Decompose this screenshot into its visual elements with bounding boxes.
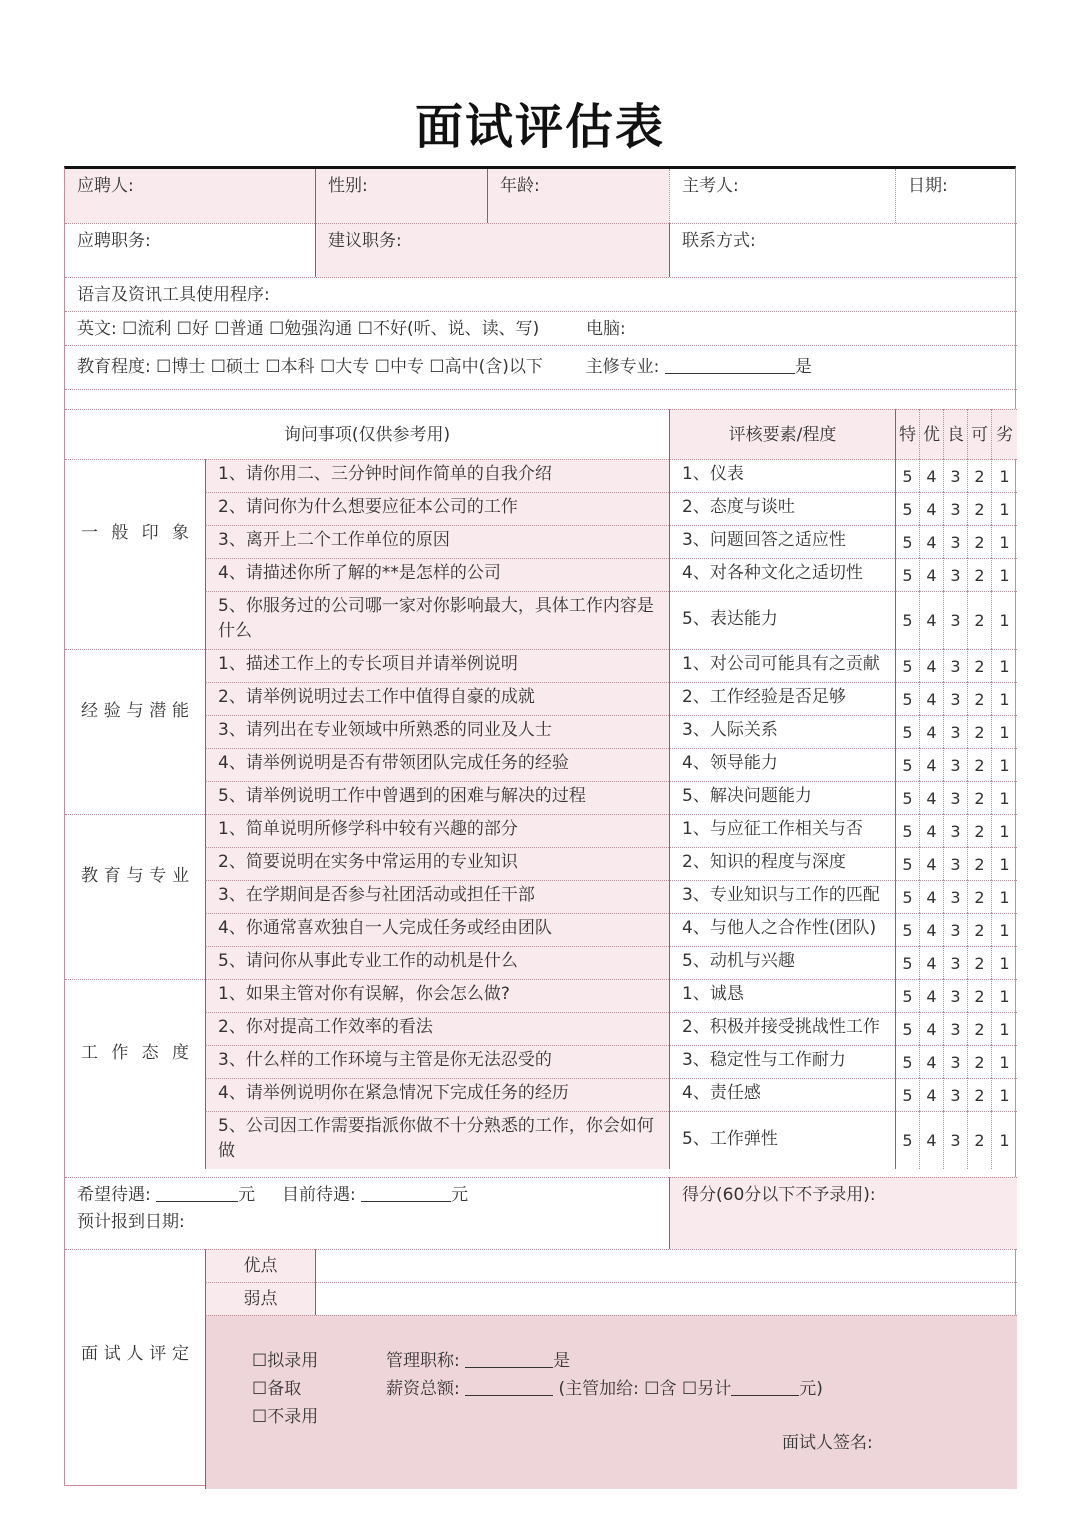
- position-field[interactable]: [65, 223, 315, 277]
- reject-option[interactable]: ☐不录用: [252, 1407, 319, 1427]
- score-option[interactable]: 3: [943, 1078, 967, 1111]
- title-label: 管理职称:: [386, 1351, 460, 1371]
- score-option[interactable]: 5: [895, 847, 919, 880]
- section-name: 教育与专业: [81, 866, 189, 886]
- score-option[interactable]: 4: [919, 913, 943, 946]
- score-option[interactable]: 3: [943, 459, 967, 492]
- question-item: 1、简单说明所修学科中较有兴趣的部分: [205, 814, 669, 847]
- question-item: 3、请列出在专业领域中所熟悉的同业及人士: [205, 715, 669, 748]
- section-name: 经验与潜能: [81, 701, 189, 721]
- score-option[interactable]: 3: [943, 1012, 967, 1045]
- allowance-input[interactable]: [731, 1377, 799, 1396]
- suggested-position-field[interactable]: [315, 223, 669, 277]
- date-field[interactable]: [895, 169, 1017, 223]
- score-option[interactable]: 1: [991, 979, 1017, 1012]
- score-option[interactable]: 5: [895, 946, 919, 979]
- score-option[interactable]: 3: [943, 682, 967, 715]
- criteria-item: 5、工作弹性: [669, 1111, 895, 1169]
- criteria-item: 1、诚恳: [669, 979, 895, 1012]
- salary-total-input[interactable]: [465, 1377, 553, 1396]
- question-item: 4、请描述你所了解的**是怎样的公司: [205, 558, 669, 591]
- criteria-header: 评核要素/程度: [669, 409, 895, 459]
- score-option[interactable]: 3: [943, 748, 967, 781]
- grade-header-good: 优: [919, 409, 943, 459]
- score-option[interactable]: 1: [991, 1012, 1017, 1045]
- score-option[interactable]: 4: [919, 814, 943, 847]
- report-date-label[interactable]: 预计报到日期:: [77, 1212, 185, 1232]
- page-title: 面试评估表: [414, 99, 665, 155]
- score-option[interactable]: 4: [919, 1012, 943, 1045]
- weaknesses-label: 弱点: [205, 1282, 315, 1315]
- section-label: [65, 459, 205, 649]
- question-item: 5、请举例说明工作中曾遇到的困难与解决的过程: [205, 781, 669, 814]
- score-option[interactable]: 2: [967, 591, 991, 649]
- criteria-item: 5、表达能力: [669, 591, 895, 649]
- score-option[interactable]: 4: [919, 880, 943, 913]
- strengths-label: 优点: [205, 1249, 315, 1282]
- score-option[interactable]: 2: [967, 1078, 991, 1111]
- question-item: 5、你服务过的公司哪一家对你影响最大，具体工作内容是什么: [205, 591, 669, 649]
- section-label: [65, 649, 205, 814]
- suggested-position-label: 建议职务:: [328, 231, 402, 251]
- score-option[interactable]: 3: [943, 591, 967, 649]
- score-option[interactable]: 1: [991, 649, 1017, 682]
- score-option[interactable]: 2: [967, 946, 991, 979]
- score-option[interactable]: 4: [919, 715, 943, 748]
- current-salary-unit: 元: [451, 1185, 469, 1205]
- score-option[interactable]: 2: [967, 781, 991, 814]
- allowance-options[interactable]: (主管加给: ☐含 ☐另计: [558, 1379, 732, 1399]
- reserve-option[interactable]: ☐备取: [252, 1379, 302, 1399]
- score-option[interactable]: 2: [967, 1111, 991, 1169]
- criteria-item: 5、解决问题能力: [669, 781, 895, 814]
- major-label: 主修专业:: [585, 357, 660, 377]
- score-option[interactable]: 5: [895, 1012, 919, 1045]
- question-item: 2、简要说明在实务中常运用的专业知识: [205, 847, 669, 880]
- title-row: [386, 1348, 570, 1375]
- score-option[interactable]: 5: [895, 1111, 919, 1169]
- contact-label: 联系方式:: [682, 231, 756, 251]
- criteria-item: 1、对公司可能具有之贡献: [669, 649, 895, 682]
- score-option[interactable]: 4: [919, 525, 943, 558]
- score-option[interactable]: 4: [919, 459, 943, 492]
- criteria-item: 1、仪表: [669, 459, 895, 492]
- criteria-item: 5、动机与兴趣: [669, 946, 895, 979]
- signature-label[interactable]: 面试人签名:: [782, 1433, 873, 1453]
- evaluation-form: [64, 166, 1016, 1486]
- question-item: 1、如果主管对你有误解，你会怎么做?: [205, 979, 669, 1012]
- score-option[interactable]: 3: [943, 880, 967, 913]
- score-option[interactable]: 5: [895, 558, 919, 591]
- score-option[interactable]: 3: [943, 558, 967, 591]
- title-suffix: 是: [553, 1351, 571, 1371]
- score-option[interactable]: 5: [895, 880, 919, 913]
- criteria-item: 2、积极并接受挑战性工作: [669, 1012, 895, 1045]
- score-option[interactable]: 2: [967, 979, 991, 1012]
- grade-header-poor: 劣: [991, 409, 1017, 459]
- grade-header-pass: 可: [967, 409, 991, 459]
- score-option[interactable]: 1: [991, 781, 1017, 814]
- score-option[interactable]: 1: [991, 1111, 1017, 1169]
- score-option[interactable]: 3: [943, 1111, 967, 1169]
- evaluation-section-label: 面试人评定: [65, 1249, 205, 1489]
- score-option[interactable]: 5: [895, 979, 919, 1012]
- question-item: 3、离开上二个工作单位的原因: [205, 525, 669, 558]
- score-option[interactable]: 3: [943, 649, 967, 682]
- expected-salary-label: 希望待遇:: [77, 1185, 151, 1205]
- weaknesses-input[interactable]: [315, 1282, 1017, 1315]
- score-option[interactable]: 5: [895, 913, 919, 946]
- score-option[interactable]: 4: [919, 946, 943, 979]
- criteria-item: 1、与应征工作相关与否: [669, 814, 895, 847]
- score-option[interactable]: 2: [967, 814, 991, 847]
- score-option[interactable]: 4: [919, 1111, 943, 1169]
- score-option[interactable]: 1: [991, 847, 1017, 880]
- language-title: 语言及资讯工具使用程序:: [65, 277, 1017, 311]
- title-input[interactable]: [465, 1349, 553, 1368]
- age-field[interactable]: [487, 169, 669, 223]
- score-option[interactable]: 1: [991, 492, 1017, 525]
- score-option[interactable]: 3: [943, 814, 967, 847]
- question-item: 2、请举例说明过去工作中值得自豪的成就: [205, 682, 669, 715]
- criteria-item: 4、责任感: [669, 1078, 895, 1111]
- score-option[interactable]: 1: [991, 880, 1017, 913]
- grade-header-excellent: 特: [895, 409, 919, 459]
- computer-label: 电脑:: [586, 319, 626, 339]
- score-option[interactable]: 5: [895, 748, 919, 781]
- score-option[interactable]: 4: [919, 781, 943, 814]
- score-option[interactable]: 1: [991, 682, 1017, 715]
- score-option[interactable]: 3: [943, 781, 967, 814]
- score-option[interactable]: 4: [919, 682, 943, 715]
- criteria-item: 3、专业知识与工作的匹配: [669, 880, 895, 913]
- question-item: 3、在学期间是否参与社团活动或担任干部: [205, 880, 669, 913]
- score-option[interactable]: 1: [991, 748, 1017, 781]
- strengths-input[interactable]: [315, 1249, 1017, 1282]
- score-option[interactable]: 5: [895, 682, 919, 715]
- score-option[interactable]: 4: [919, 649, 943, 682]
- major-input-line[interactable]: [665, 355, 795, 374]
- score-option[interactable]: 5: [895, 492, 919, 525]
- score-option[interactable]: 2: [967, 649, 991, 682]
- score-option[interactable]: 4: [919, 492, 943, 525]
- score-option[interactable]: 4: [919, 847, 943, 880]
- criteria-item: 4、对各种文化之适切性: [669, 558, 895, 591]
- score-option[interactable]: 2: [967, 913, 991, 946]
- score-option[interactable]: 3: [943, 525, 967, 558]
- score-option[interactable]: 3: [943, 492, 967, 525]
- score-option[interactable]: 1: [991, 558, 1017, 591]
- question-item: 4、你通常喜欢独自一人完成任务或经由团队: [205, 913, 669, 946]
- expected-salary-unit: 元: [238, 1185, 256, 1205]
- question-item: 2、你对提高工作效率的看法: [205, 1012, 669, 1045]
- allowance-end: 元): [799, 1379, 823, 1399]
- question-item: 3、什么样的工作环境与主管是你无法忍受的: [205, 1045, 669, 1078]
- score-option[interactable]: 2: [967, 682, 991, 715]
- score-option[interactable]: 5: [895, 715, 919, 748]
- question-item: 5、公司因工作需要指派你做不十分熟悉的工作，你会如何做: [205, 1111, 669, 1169]
- criteria-item: 4、与他人之合作性(团队): [669, 913, 895, 946]
- date-label: 日期:: [908, 176, 948, 196]
- major-suffix: 是: [794, 357, 812, 377]
- score-note: 得分(60分以下不予录用):: [682, 1185, 876, 1205]
- questions-header: 询问事项(仅供参考用): [65, 409, 669, 459]
- gender-field[interactable]: [315, 169, 487, 223]
- score-option[interactable]: 5: [895, 1078, 919, 1111]
- score-option[interactable]: 1: [991, 525, 1017, 558]
- examiner-field[interactable]: [669, 169, 895, 223]
- hire-option[interactable]: ☐拟录用: [252, 1351, 319, 1371]
- score-option[interactable]: 2: [967, 1012, 991, 1045]
- section-label: [65, 979, 205, 1169]
- question-item: 1、描述工作上的专长项目并请举例说明: [205, 649, 669, 682]
- score-option[interactable]: 5: [895, 814, 919, 847]
- score-option[interactable]: 2: [967, 558, 991, 591]
- score-option[interactable]: 2: [967, 847, 991, 880]
- score-option[interactable]: 4: [919, 748, 943, 781]
- score-option[interactable]: 1: [991, 946, 1017, 979]
- score-option[interactable]: 3: [943, 913, 967, 946]
- education-level-options[interactable]: 教育程度: ☐博士 ☐硕士 ☐本科 ☐大专 ☐中专 ☐高中(含)以下: [77, 357, 543, 377]
- section-name: 工作态度: [81, 1043, 189, 1063]
- criteria-item: 2、知识的程度与深度: [669, 847, 895, 880]
- score-option[interactable]: 4: [919, 1045, 943, 1078]
- question-item: 4、请举例说明是否有带领团队完成任务的经验: [205, 748, 669, 781]
- section-label: [65, 814, 205, 979]
- score-option[interactable]: 5: [895, 781, 919, 814]
- expected-salary-input[interactable]: [156, 1183, 238, 1202]
- score-field[interactable]: [669, 1177, 1017, 1249]
- score-option[interactable]: 4: [919, 558, 943, 591]
- gender-label: 性别:: [328, 176, 368, 196]
- score-option[interactable]: 1: [991, 1078, 1017, 1111]
- salary-total-label: 薪资总额:: [386, 1379, 460, 1399]
- spacer-row: [65, 389, 1017, 409]
- education-level-row: [65, 345, 1017, 389]
- position-label: 应聘职务:: [77, 231, 151, 251]
- question-item: 1、请你用二、三分钟时间作简单的自我介绍: [205, 459, 669, 492]
- section-name: 一般印象: [81, 523, 189, 543]
- decision-panel: [205, 1315, 1017, 1489]
- score-option[interactable]: 1: [991, 913, 1017, 946]
- score-option[interactable]: 3: [943, 1045, 967, 1078]
- english-options[interactable]: 英文: ☐流利 ☐好 ☐普通 ☐勉强沟通 ☐不好(听、说、读、写): [77, 319, 540, 339]
- applicant-field[interactable]: [65, 169, 315, 223]
- score-option[interactable]: 1: [991, 715, 1017, 748]
- score-option[interactable]: 1: [991, 814, 1017, 847]
- score-option[interactable]: 5: [895, 525, 919, 558]
- question-item: 5、请问你从事此专业工作的动机是什么: [205, 946, 669, 979]
- applicant-label: 应聘人:: [77, 176, 134, 196]
- age-label: 年龄:: [500, 176, 540, 196]
- examiner-label: 主考人:: [682, 176, 739, 196]
- score-option[interactable]: 4: [919, 1078, 943, 1111]
- criteria-item: 2、态度与谈吐: [669, 492, 895, 525]
- score-option[interactable]: 5: [895, 1045, 919, 1078]
- question-item: 4、请举例说明你在紧急情况下完成任务的经历: [205, 1078, 669, 1111]
- score-option[interactable]: 2: [967, 492, 991, 525]
- contact-field[interactable]: [669, 223, 1017, 277]
- criteria-item: 4、领导能力: [669, 748, 895, 781]
- score-option[interactable]: 3: [943, 715, 967, 748]
- score-option[interactable]: 2: [967, 1045, 991, 1078]
- score-option[interactable]: 1: [991, 591, 1017, 649]
- score-option[interactable]: 4: [919, 591, 943, 649]
- score-option[interactable]: 3: [943, 979, 967, 1012]
- score-option[interactable]: 1: [991, 459, 1017, 492]
- english-row: [65, 311, 1017, 345]
- score-option[interactable]: 2: [967, 748, 991, 781]
- grade-header-fair: 良: [943, 409, 967, 459]
- criteria-item: 2、工作经验是否足够: [669, 682, 895, 715]
- criteria-item: 3、人际关系: [669, 715, 895, 748]
- score-option[interactable]: 2: [967, 715, 991, 748]
- salary-block: [65, 1177, 669, 1249]
- score-option[interactable]: 2: [967, 459, 991, 492]
- criteria-item: 3、稳定性与工作耐力: [669, 1045, 895, 1078]
- criteria-item: 3、问题回答之适应性: [669, 525, 895, 558]
- score-option[interactable]: 3: [943, 946, 967, 979]
- score-option[interactable]: 5: [895, 649, 919, 682]
- current-salary-input[interactable]: [361, 1183, 451, 1202]
- salary-total-row: [386, 1376, 823, 1403]
- question-item: 2、请问你为什么想要应征本公司的工作: [205, 492, 669, 525]
- score-option[interactable]: 1: [991, 1045, 1017, 1078]
- score-option[interactable]: 2: [967, 880, 991, 913]
- score-option[interactable]: 5: [895, 459, 919, 492]
- score-option[interactable]: 2: [967, 525, 991, 558]
- score-option[interactable]: 4: [919, 979, 943, 1012]
- score-option[interactable]: 3: [943, 847, 967, 880]
- current-salary-label: 目前待遇:: [281, 1185, 356, 1205]
- score-option[interactable]: 5: [895, 591, 919, 649]
